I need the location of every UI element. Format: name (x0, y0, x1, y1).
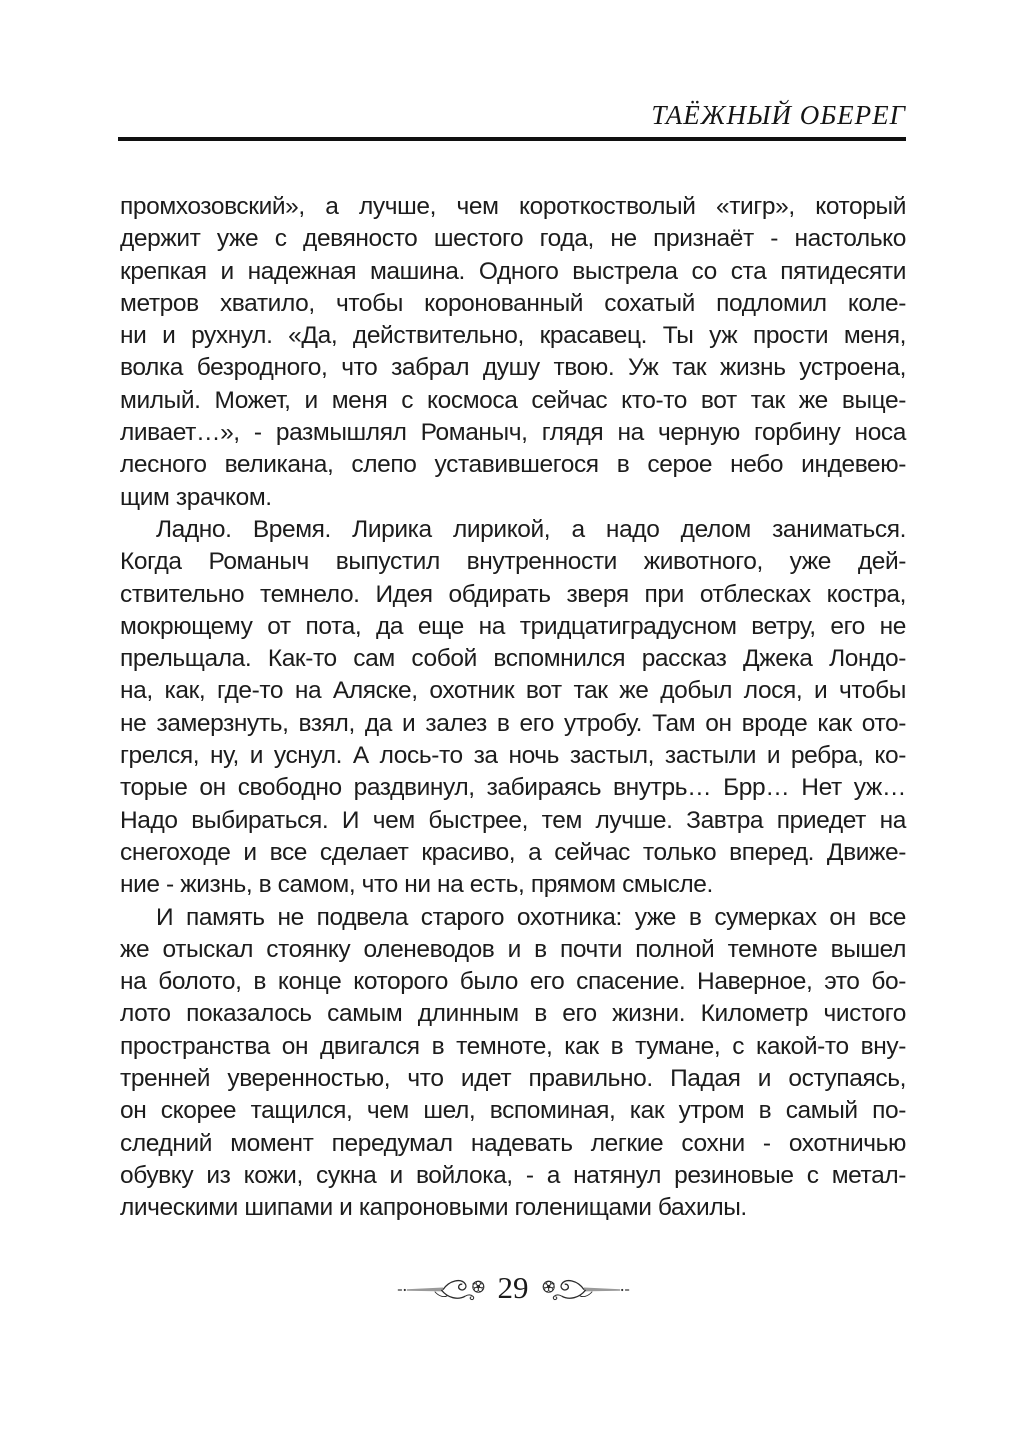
text-line: лическими шипами и капроновыми голенищами бахилы. (120, 1194, 747, 1222)
footer-ornament-right-icon (538, 1274, 630, 1306)
page-header (118, 100, 906, 141)
text-line: Надо выбираться. И чем быстрее, тем лучше. Завтра приедет на (120, 806, 906, 834)
text-line: же отыскал стоянку оленеводов и в почти полной темноте вышел (120, 935, 906, 963)
text-line: пространства он двигался в темноте, как в тумане, с какой-то вну- (120, 1032, 906, 1060)
text-line: следний момент передумал надевать легкие сохни - охотничью (120, 1129, 906, 1157)
text-line: на болото, в конце которого было его спасение. Наверное, это бо- (120, 968, 906, 996)
text-line: волка безродного, что забрал душу твою. Уж так жизнь устроена, (120, 354, 906, 382)
text-line: милый. Может, и меня с космоса сейчас кто-то вот так же выце- (120, 386, 906, 414)
text-line: лесного великана, слепо уставившегося в серое небо индевею- (120, 451, 906, 479)
text-line: щим зрачком. (120, 483, 272, 511)
running-title: ТАЁЖНЫЙ ОБЕРЕГ (651, 100, 906, 130)
text-line: метров хватило, чтобы коронованный сохатый подломил коле- (120, 289, 906, 317)
footer-ornament-left-icon (397, 1274, 489, 1306)
text-line: на, как, где-то на Аляске, охотник вот так же добыл лося, и чтобы (120, 677, 906, 705)
text-line: держит уже с девяносто шестого года, не признаёт - настолько (120, 225, 906, 253)
text-line: ни и рухнул. «Да, действительно, красавец. Ты уж прости меня, (120, 322, 906, 350)
text-line: промхозовский», а лучше, чем короткостволый «тигр», который (120, 193, 906, 220)
page-footer (0, 1272, 1026, 1307)
text-line: Когда Романыч выпустил внутренности животного, уже дей- (120, 548, 906, 576)
text-line: торые он свободно раздвинул, забираясь внутрь… Брр… Нет уж… (120, 774, 906, 802)
text-line: И память не подвела старого охотника: уже в сумерках он все (156, 903, 906, 931)
text-line: не замерзнуть, взял, да и залез в его утробу. Там он вроде как ото- (120, 709, 906, 737)
text-line: ствительно темнело. Идея обдирать зверя при отблесках костра, (120, 580, 906, 608)
text-line: тренней уверенностью, что идет правильно. Падая и оступаясь, (120, 1065, 906, 1093)
text-line: Ладно. Время. Лирика лирикой, а надо делом заниматься. (156, 515, 906, 543)
text-line: он скорее тащился, чем шел, вспоминая, как утром в самый по- (120, 1097, 906, 1125)
body-text (120, 191, 906, 1225)
text-line: обувку из кожи, сукна и войлока, - а натянул резиновые с метал- (120, 1161, 906, 1189)
text-line: крепкая и надежная машина. Одного выстрела со ста пятидесяти (120, 257, 906, 285)
text-line: лото показалось самым длинным в его жизни. Километр чистого (120, 1000, 906, 1028)
text-line: ливает…», - размышлял Романыч, глядя на черную горбину носа (120, 419, 906, 447)
text-line: снегоходе и все сделает красиво, а сейчас только вперед. Движе- (120, 838, 906, 866)
page-number: 29 (497, 1270, 529, 1305)
text-line: ние - жизнь, в самом, что ни на есть, прямом смысле. (120, 871, 713, 899)
text-line: грелся, ну, и уснул. А лось-то за ночь застыл, застыли и ребра, ко- (120, 742, 906, 770)
text-line: прельщала. Как-то сам собой вспомнился рассказ Джека Лондо- (120, 645, 906, 673)
text-line: мокрющему от пота, да еще на тридцатиградусном ветру, его не (120, 612, 906, 640)
